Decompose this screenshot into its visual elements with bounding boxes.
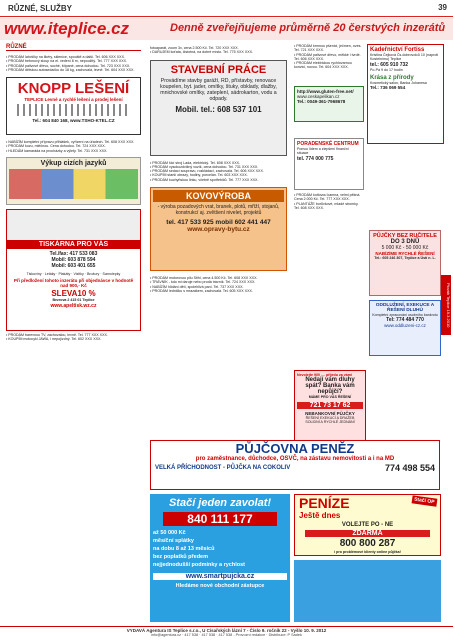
classified-item: • TRÁVNÍK - kdo mi daruje nebo prodá trávník. Tel. 724 XXX XXX. (150, 280, 256, 285)
kovo-title: KOVOVÝROBA (153, 190, 284, 202)
classified-item: • PRODÁM vysokozdvižný vozík, cena dohodou. Tel. 731 XXX XXX. (150, 164, 259, 169)
classified-list (150, 274, 287, 295)
classified-item: • KOUPÍM motocykl JAWA, i nepojízdný. Tel. 602 XXX XXX. (6, 337, 102, 342)
poradenske-text: Pomoc lidem a zlepšení finanční situace (297, 147, 349, 156)
staci-list (153, 529, 287, 569)
pujcky-range: 5 000 Kč - 50 000 Kč (381, 245, 429, 251)
kadernictvi-address: Kristina Čejková Čs.dobrovolců 10 (naproti Kostelnímu) Teplice (370, 53, 439, 62)
classified-list (6, 53, 141, 74)
nedaji-subtitle: MÁME PRO VÁS ŘEŠENÍ (308, 395, 352, 400)
oddluzeni-text: Kompletní zpracování osobního bankrotu (372, 313, 438, 317)
gluten-url-2[interactable]: www.ceskapelikan.cz (297, 94, 340, 99)
staci-item: bez poplatků předem (153, 554, 209, 560)
staci-ad (150, 494, 290, 622)
classified-item: • PRODÁM sedací soupravu, rozkládací, zachovalá. Tel. 606 XXX XXX. (150, 169, 264, 174)
staci-item: měsíční splátky (153, 538, 194, 544)
classified-item: • DARUJEM koťata, čistotná, na dobré místo. Tel. 775 XXX XXX. (150, 50, 254, 55)
classified-item: • NABÍZÍM kompletní přípravu přihlášek, vyřízení na úřadech. Tel. 608 XXX XXX. (6, 140, 135, 145)
poradenske-ad (294, 138, 364, 190)
classified-list (150, 44, 287, 57)
staci-footer: Hledáme nové obchodní zástupce (175, 583, 265, 589)
footer-contacts: info@agentura.cz · 417 538 · 417 538 · 417 538 - Provozní redakce · Distribuce: P Sadek (151, 633, 302, 637)
classified-list (150, 159, 287, 184)
classified-item: fotoaparát, zoom 3x, cena 2.500 Kč. Tel. 720 XXX XXX. (150, 46, 239, 50)
staci-phone: 840 111 177 (163, 512, 277, 526)
staci-item: nejjednodušší podmínky a rychlost (153, 562, 245, 568)
apel-url[interactable]: www.apeltisk.wz.cz (50, 302, 97, 309)
pujcovna-subtitle: pro zaměstnance, důchodce, OSVČ, na zástavu nemovitosti a i na MD (195, 456, 395, 462)
gluten-url[interactable]: http://www.gluten-free.net/ (297, 89, 354, 94)
stavebni-title: STAVEBNÍ PRÁCE (170, 63, 267, 76)
tiskarna-ad (6, 209, 141, 331)
pujcky-ad (369, 230, 441, 296)
tiskarna-phone: Mobil: 603 878 594 (51, 257, 96, 264)
classified-item: • PRODÁM barevnou TV, zachovalou, levně. Tel. 777 XXX XXX. (6, 333, 108, 338)
language-ad-title: Výkup cizích jazyků (40, 160, 107, 168)
oddluzeni-ad (369, 300, 441, 356)
pujcky-title: PŮJČKY BEZ RUČITELE (373, 233, 437, 239)
tiskarna-phones (7, 249, 140, 271)
section-title: RŮZNÉ, SLUŽBY (8, 4, 72, 13)
penize-title: PENÍZE (299, 495, 350, 511)
pujcovna-row (151, 462, 439, 474)
banner-slogan: Denně zveřejňujeme průměrně 20 čerstvých inzerátů (170, 22, 446, 34)
pujcky-phone: Tel.: 605 246 307, Teplice a Ústí n. L. (374, 256, 436, 260)
classified-item: • PRODÁM krmnou pšenici, ječmen, oves. Tel. 721 XXX XXX. (294, 44, 362, 53)
staci-url[interactable]: www.smartpujcka.cz (153, 573, 287, 580)
oddluzeni-title: ODDLUŽENÍ, EXEKUCE A ŘEŠENÍ DLUHŮ (375, 303, 435, 313)
column-middle (150, 44, 287, 295)
kadernictvi-title: Kadeřnictví Fortiss (370, 47, 425, 53)
nedaji-phone: 721 73 17 62 (297, 402, 363, 409)
footer-publisher: VYDAVÁ Agentura IS Teplice s.r.o., U Císařských lázní 7 - Číslo 9. ročník 22 - Vyšlo 10. 9. 2012 (126, 628, 327, 633)
stavebni-phone: Mobil. tel.: 608 537 101 (175, 105, 262, 115)
knopp-title: KNOPP LEŠENÍ (17, 80, 130, 98)
tiskarna-title: TISKÁRNA PRO VÁS (7, 240, 140, 249)
classified-item: • PRODÁM motorovou pilu Stihl, cena 4.500 Kč. Tel. 608 XXX XXX. (150, 276, 258, 281)
knopp-phone: Tel.: 604 840 168, www.TSHO-KTEL.CZ (32, 118, 115, 124)
tiskarna-phone: Mobil: 603 401 655 (51, 263, 96, 270)
flags-image (9, 169, 138, 199)
velka-title: VELKÁ PŘÍCHODNOST - PŮJČKA NA COKOLIV (155, 465, 291, 471)
gluten-phone: Tel.: 0049-361-7968678 (297, 99, 346, 104)
classified-item: • NABÍZÍM hlídání dětí, spolehlivá paní. Tel. 737 XXX XXX. (150, 284, 244, 289)
apel-address: Bezrova 2 415 01 Teplice (52, 298, 95, 303)
staci-photo (294, 560, 441, 622)
nedaji-lead: Nevolejte 900 .... přijedu za vámi (297, 373, 352, 377)
tiskarna-logo (7, 210, 140, 240)
kovo-text: - výroba pozadových vrat, branek, plotů, mříží, stojanů, konstrukcí aj. zvětšení nivelet, projektů (157, 204, 280, 217)
pujcky-subtitle: DO 3 DNŮ (390, 239, 420, 245)
penize-ad (294, 494, 441, 556)
classified-item: • PRODÁM kozu, mléčnou. Cena dohodou. Tel. 724 XXX XXX. (6, 144, 106, 149)
kadernictvi-hours: Po-Pá 9 do 17 hodin (370, 67, 403, 72)
nedaji-ad (294, 370, 366, 448)
classified-item: • PRODÁM dětskou autosedačku do 18 kg, zachovalá, levně. Tel. 604 XXX XXX. (6, 67, 135, 72)
classified-item: • PRODÁM šicí stroj Lada, elektrický. Tel. 608 XXX XXX. (150, 160, 241, 165)
staci-item: na dobu 8 až 13 měsíců (153, 546, 215, 552)
classified-item: • PLANTÁŽE borůvkové, mladé stromky. Tel. 608 XXX XXX. (294, 201, 359, 210)
nedaji-subtitle-2: ŘEŠENÍ EXEKUCÍ A DRAŽEB (305, 415, 355, 420)
krasa-text: Kosmetický salon, Banka Johanesa (370, 80, 427, 85)
knopp-subtitle: TEPLICE Levné a rychlé lešení a prodej lešení (24, 97, 123, 103)
site-banner (0, 18, 453, 40)
stavebni-ad (150, 60, 287, 156)
pujcovna-ad (150, 440, 440, 490)
site-url[interactable]: www.iteplice.cz (4, 19, 130, 38)
page-header (0, 0, 453, 17)
penize-footer: i pro problémové klienty online půjčka! (334, 550, 401, 554)
scaffold-image (17, 104, 130, 116)
kovo-url[interactable]: www.opravy-bytu.cz (187, 226, 250, 234)
staci-title: Stačí jeden zavolat! (168, 497, 272, 509)
classified-item: • PRODÁM palivové dřevo, měkké i tvrdé. Tel. 606 XXX XXX. (294, 52, 361, 61)
tiskarna-phone: Tel./fax: 417 533 083 (49, 251, 98, 258)
classified-item: • PRODÁM ledničku s mrazákem, zachovalá. Tel. 605 XXX XXX. (150, 288, 253, 293)
kadernictvi-ad (367, 44, 444, 144)
krasa-title: Krása z přírody (370, 74, 414, 81)
penize-badge: Stačí OP (412, 495, 437, 506)
classified-item: • PRODÁM elektrickou rychlovarnou konvici, novou. Tel. 604 XXX XXX. (294, 61, 352, 70)
classified-item: • PRODÁM kotlovou kamna, velmi pěkná. Cena 2.000 Kč. Tel. 777 XXX XXX. (294, 193, 361, 202)
pujcky-text: NABÍZÍME RYCHLÉ ŘEŠENÍ (375, 251, 435, 256)
penize-subtitle-2: VOLEJTE PO - NE (341, 522, 394, 528)
oddluzeni-url[interactable]: www.oddluzeni-cz.cz (384, 323, 426, 329)
classified-item: • PRODÁM lahvičky na likéry, sklenice, spouště a další. Tel. 606 XXX XXX. (6, 55, 125, 59)
penize-phone: 800 800 287 (339, 538, 396, 549)
pujcovna-title: PŮJČOVNA PENĚZ (235, 441, 355, 456)
classified-list (6, 331, 141, 344)
classified-list (294, 193, 364, 210)
classified-item: • PRODÁM palivové dřevo, suché, štípané, cena dohodou. Tel. 723 XXX XXX. (6, 63, 131, 68)
side-tab: Plovák Teplice 19.3.2010 (441, 275, 451, 335)
krasa-phone: Tel.: 736 069 554 (370, 85, 406, 91)
oddluzeni-phone: Tel: 774 484 770 (386, 317, 424, 324)
nedaji-tag: NEBANKOVNÍ PŮJČKY (305, 410, 355, 416)
stavebni-text: Provádíme stavby garáží, RD, přístavby, renovace koupelen, byt. jader, omítky, štuky, obklady, dlažby, mnichovské omítky, zateplení, sádrokarton, vodu a odpady. (160, 77, 277, 103)
velka-phone: 774 498 554 (384, 463, 435, 473)
apel-text: Při předložení tohoto inzerátu při objednávce v hodnotě nad 900,- Kč (13, 278, 134, 289)
poradenske-title: PORADENSKÉ CENTRUM (297, 141, 359, 147)
apel-discount: SLEVA10 % (51, 289, 96, 299)
penize-subtitle: Ještě dnes (299, 511, 341, 520)
classified-list (6, 138, 141, 155)
classified-item: • HLEDÁM kamaráda na procházky a výlety. Tel. 731 XXX XXX. (6, 148, 108, 153)
column-right (294, 44, 444, 210)
language-ad (6, 157, 141, 205)
nedaji-subtitle-3: SOLIDNÍ A RYCHLÉ JEDNÁNÍ (305, 419, 355, 424)
staci-item: až 50 000 Kč (153, 530, 186, 536)
knopp-ad (6, 77, 141, 135)
classified-item: • KOUPÍM starší obrazy, hodiny, porcelán. Tel. 603 XXX XXX. (150, 173, 248, 178)
nedaji-title: Nedají vám dluhy spát? Banka vám nepůjčí? (305, 377, 355, 396)
column-left (6, 44, 141, 344)
page-number: 39 (438, 3, 447, 12)
section-heading: RŮZNÉ (6, 44, 141, 51)
kadernictvi-phone: tel.: 605 910 732 (370, 61, 409, 68)
page-footer (0, 626, 453, 640)
tiskarna-list: Tiskoviny · Letáky · Plakáty · Vizitky · Brožury · Samolepky (26, 272, 121, 277)
penize-free: ZDARMA (305, 530, 430, 537)
kovo-ad (150, 187, 287, 271)
classified-item: • PRODÁM kuchyňskou linku, včetně spotřebičů. Tel. 777 XXX XXX. (150, 177, 259, 182)
classified-item: • PRODÁM betonový sloup na el. vedení 8 m, nepoužitý. Tel. 777 XXX XXX. (6, 59, 128, 64)
kovo-phone: tel. 417 533 925 mobil 602 441 447 (166, 219, 271, 227)
poradenske-phone: tel. 774 000 775 (297, 155, 334, 162)
